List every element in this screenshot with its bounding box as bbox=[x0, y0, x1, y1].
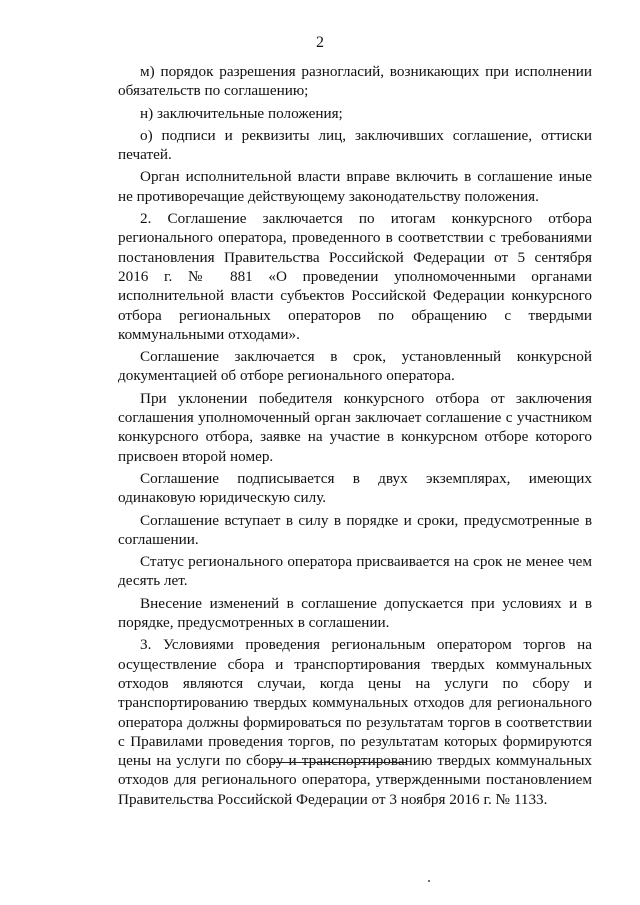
paragraph-entry-into-force: Соглашение вступает в силу в порядке и сроки, предусмотренные в соглашении. bbox=[118, 511, 592, 548]
scan-dot-mark bbox=[428, 880, 430, 882]
document-body bbox=[118, 62, 592, 809]
paragraph-section-3: 3. Условиями проведения региональным оператором торгов на осуществление сбора и транспортирования твердых коммунальных отходов являются случаи, когда цены на услуги по сбору и транспортированию твердых коммунальных отходов для регионального оператора должны формироваться по результатам торгов в соответствии с Правилами проведения торгов, по результатам которых формируются цены на услуги по сбору и транспортированию твердых коммунальных отходов для регионального оператора, утвержденными постановлением Правительства Российской Федерации от 3 ноября 2016 г. № 1133. bbox=[118, 636, 592, 808]
paragraph-amendments: Внесение изменений в соглашение допускается при условиях и в порядке, предусмотренных в соглашении. bbox=[118, 594, 592, 632]
paragraph-winner-evasion: При уклонении победителя конкурсного отбора от заключения соглашения уполномоченный орган заключает соглашение с участником конкурсного отбора, заявке на участие в конкурсном отборе которого присвоен второй номер. bbox=[118, 389, 592, 465]
paragraph-conclusion-term: Соглашение заключается в срок, установленный конкурсной документацией об отборе регионального оператора. bbox=[118, 348, 592, 385]
paragraph-copies: Соглашение подписывается в двух экземплярах, имеющих одинаковую юридическую силу. bbox=[118, 469, 592, 507]
paragraph-status-term: Статус регионального оператора присваивается на срок не менее чем десять лет. bbox=[118, 553, 592, 590]
paragraph-section-2: 2. Соглашение заключается по итогам конкурсного отбора регионального оператора, проведенного в соответствии с требованиями постановления Правительства Российской Федерации от 5 сентября 2016 г. № 881 «О проведении уполномоченными органами исполнительной власти субъектов Российской Федерации конкурсного отбора региональных операторов по обращению с твердыми коммунальными отходами». bbox=[118, 210, 592, 343]
paragraph-item-n: н) заключительные положения; bbox=[140, 104, 343, 122]
closing-divider-line bbox=[271, 762, 407, 763]
paragraph-item-m: м) порядок разрешения разногласий, возникающих при исполнении обязательств по соглашению; bbox=[118, 63, 592, 100]
page-number: 2 bbox=[316, 34, 324, 51]
paragraph-additional-provisions: Орган исполнительной власти вправе включить в соглашение иные не противоречащие действующему законодательству положения. bbox=[118, 168, 592, 205]
paragraph-item-o: о) подписи и реквизиты лиц, заключивших соглашение, оттиски печатей. bbox=[118, 126, 592, 164]
